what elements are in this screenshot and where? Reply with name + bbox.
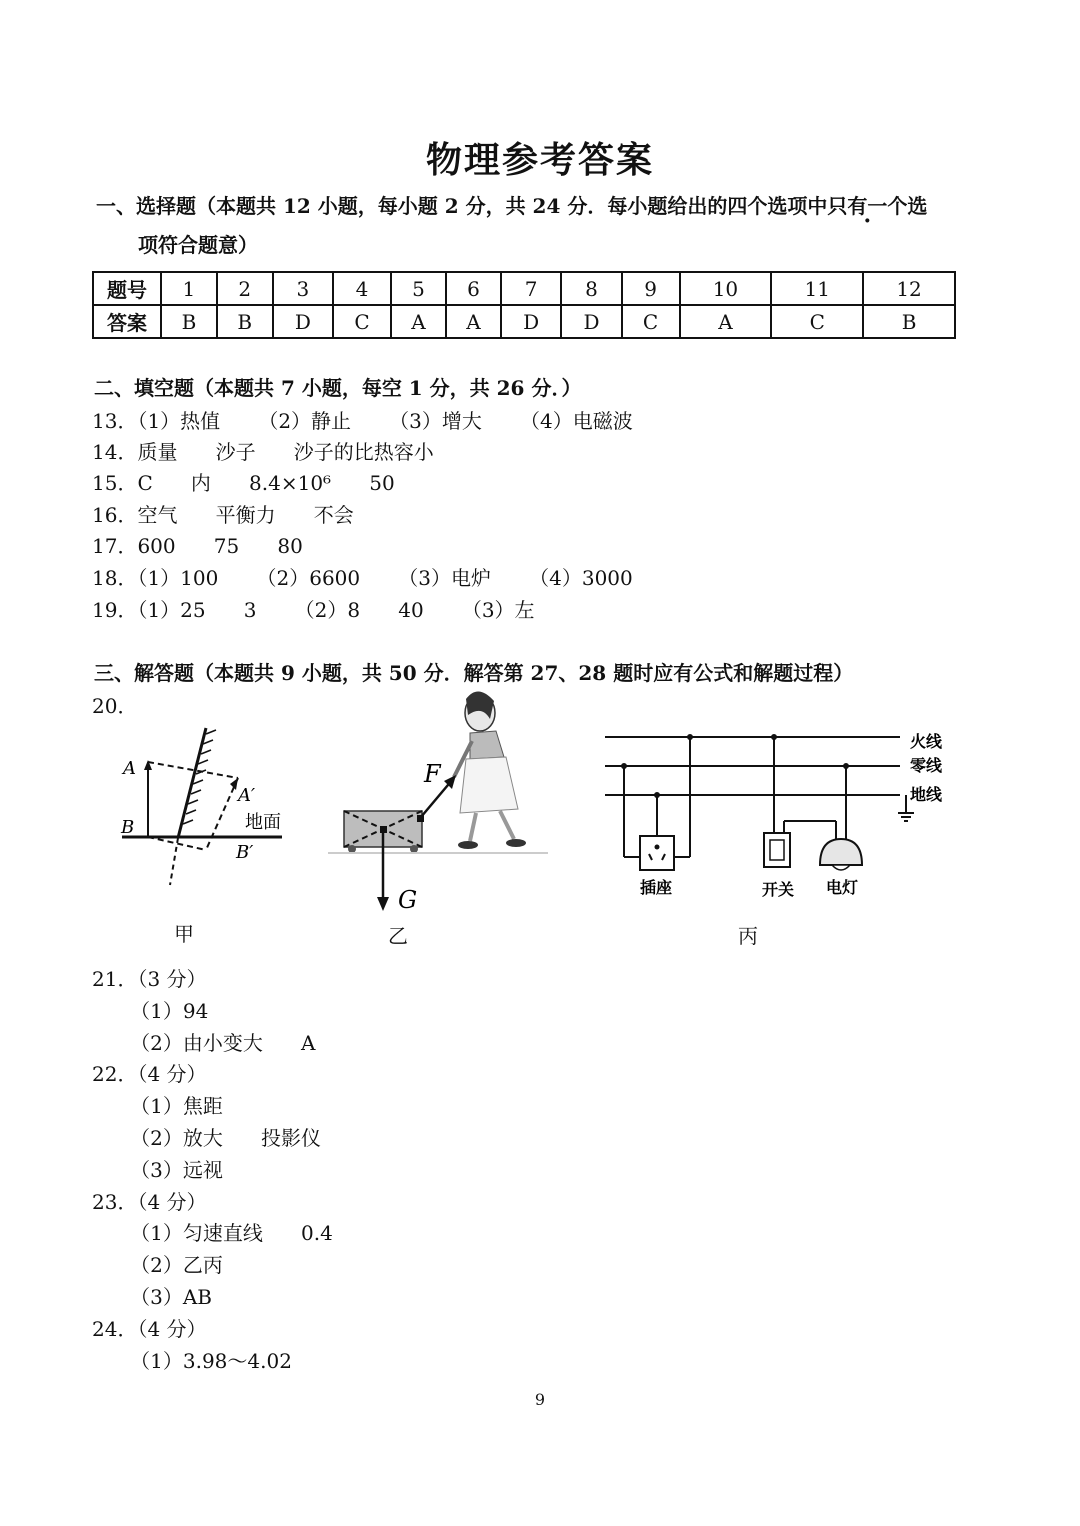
label-A: A	[123, 758, 136, 779]
answer-line: 23．（4 分）	[92, 1190, 207, 1214]
label-lamp: 电灯	[826, 878, 859, 897]
answer-line: （2）放大 投影仪	[92, 1126, 322, 1150]
answer-cell: C	[333, 305, 391, 338]
label-ground: 地面	[245, 812, 281, 833]
answer-cell: A	[446, 305, 501, 338]
answer-cell: D	[273, 305, 333, 338]
answer-line-15: 15．C 内 8.4×10⁶ 50	[92, 471, 395, 495]
answer-line: 21．（3 分）	[92, 967, 207, 991]
answer-line: （3）远视	[92, 1158, 223, 1182]
section1-heading-line2: 项符合题意）	[138, 233, 258, 257]
question-number-cell: 8	[561, 272, 621, 305]
label-B-prime: B′	[236, 842, 254, 863]
question-number-cell: 10	[680, 272, 772, 305]
label-A-prime: A′	[238, 785, 256, 806]
answer-line: （2）由小变大 A	[92, 1031, 316, 1055]
answer-cell: B	[161, 305, 217, 338]
answer-line: 22．（4 分）	[92, 1062, 207, 1086]
row-label-answers: 答案	[93, 305, 161, 338]
question-number-cell: 4	[333, 272, 391, 305]
answer-table	[92, 271, 956, 339]
answer-cell: C	[771, 305, 863, 338]
question-number-cell: 12	[863, 272, 955, 305]
question-number-cell: 7	[501, 272, 561, 305]
answer-line-16: 16．空气 平衡力 不会	[92, 503, 354, 527]
answer-line: （1）匀速直线 0.4	[92, 1221, 333, 1245]
page-number: 9	[534, 1390, 546, 1409]
answer-cell: A	[391, 305, 446, 338]
answer-line: （2）乙丙	[92, 1253, 223, 1277]
answer-cell: D	[501, 305, 561, 338]
answer-cell: B	[217, 305, 273, 338]
section3-heading: 三、解答题（本题共 9 小题，共 50 分．解答第 27、28 题时应有公式和解题过程）	[94, 661, 854, 685]
section1-heading-b: 选	[907, 194, 928, 218]
caption-yi: 乙	[388, 924, 408, 948]
question-20-label: 20．	[92, 694, 138, 718]
answer-cell: A	[680, 305, 772, 338]
label-F: F	[424, 760, 441, 788]
label-B: B	[121, 817, 135, 838]
answer-line-14: 14．质量 沙子 沙子的比热容小	[92, 440, 434, 464]
label-neutral-wire: 零线	[910, 756, 943, 775]
answer-line: 24．（4 分）	[92, 1317, 207, 1341]
label-socket: 插座	[640, 878, 673, 897]
girl-figure	[454, 691, 526, 849]
question-number-cell: 9	[622, 272, 680, 305]
section2-heading: 二、填空题（本题共 7 小题，每空 1 分，共 26 分．）	[94, 376, 582, 400]
section1-heading-a: 一、选择题（本题共 12 小题，每小题 2 分，共 24 分．每小题给出的四个选项中	[96, 194, 828, 218]
page-title: 物理参考答案	[425, 139, 654, 181]
answer-cell: C	[622, 305, 680, 338]
answer-line-18: 18．（1）100 （2）6600 （3）电炉 （4）3000	[92, 566, 633, 590]
question-number-cell: 3	[273, 272, 333, 305]
answer-cell: D	[561, 305, 621, 338]
table-row-numbers	[93, 272, 955, 305]
question-number-cell: 11	[771, 272, 863, 305]
caption-bing: 丙	[738, 924, 758, 948]
answer-line: （1）94	[92, 999, 209, 1023]
label-G: G	[398, 886, 418, 914]
figure-circuit-diagram	[600, 725, 950, 905]
question-number-cell: 2	[217, 272, 273, 305]
row-label-numbers: 题号	[93, 272, 161, 305]
answer-line-13: 13．（1）热值 （2）静止 （3）增大 （4）电磁波	[92, 409, 633, 433]
label-switch: 开关	[762, 880, 795, 899]
label-live-wire: 火线	[910, 732, 943, 751]
answer-line: （3）AB	[92, 1285, 213, 1309]
table-row-answers	[93, 305, 955, 338]
answer-cell: B	[863, 305, 955, 338]
caption-jia: 甲	[174, 922, 194, 946]
section1-heading	[96, 190, 927, 219]
answer-line-17: 17．600 75 80	[92, 534, 303, 558]
question-number-cell: 1	[161, 272, 217, 305]
question-number-cell: 5	[391, 272, 446, 305]
answer-line: （1）焦距	[92, 1094, 223, 1118]
figure-mirror-diagram	[110, 720, 300, 890]
label-earth-wire: 地线	[910, 785, 943, 804]
question-number-cell: 6	[446, 272, 501, 305]
figure-force-diagram	[320, 685, 550, 915]
answer-line-19: 19．（1）25 3 （2）8 40 （3）左	[92, 598, 535, 622]
section1-emphasis: 只有一个	[827, 194, 908, 218]
answer-line: （1）3.98～4.02	[92, 1349, 292, 1373]
